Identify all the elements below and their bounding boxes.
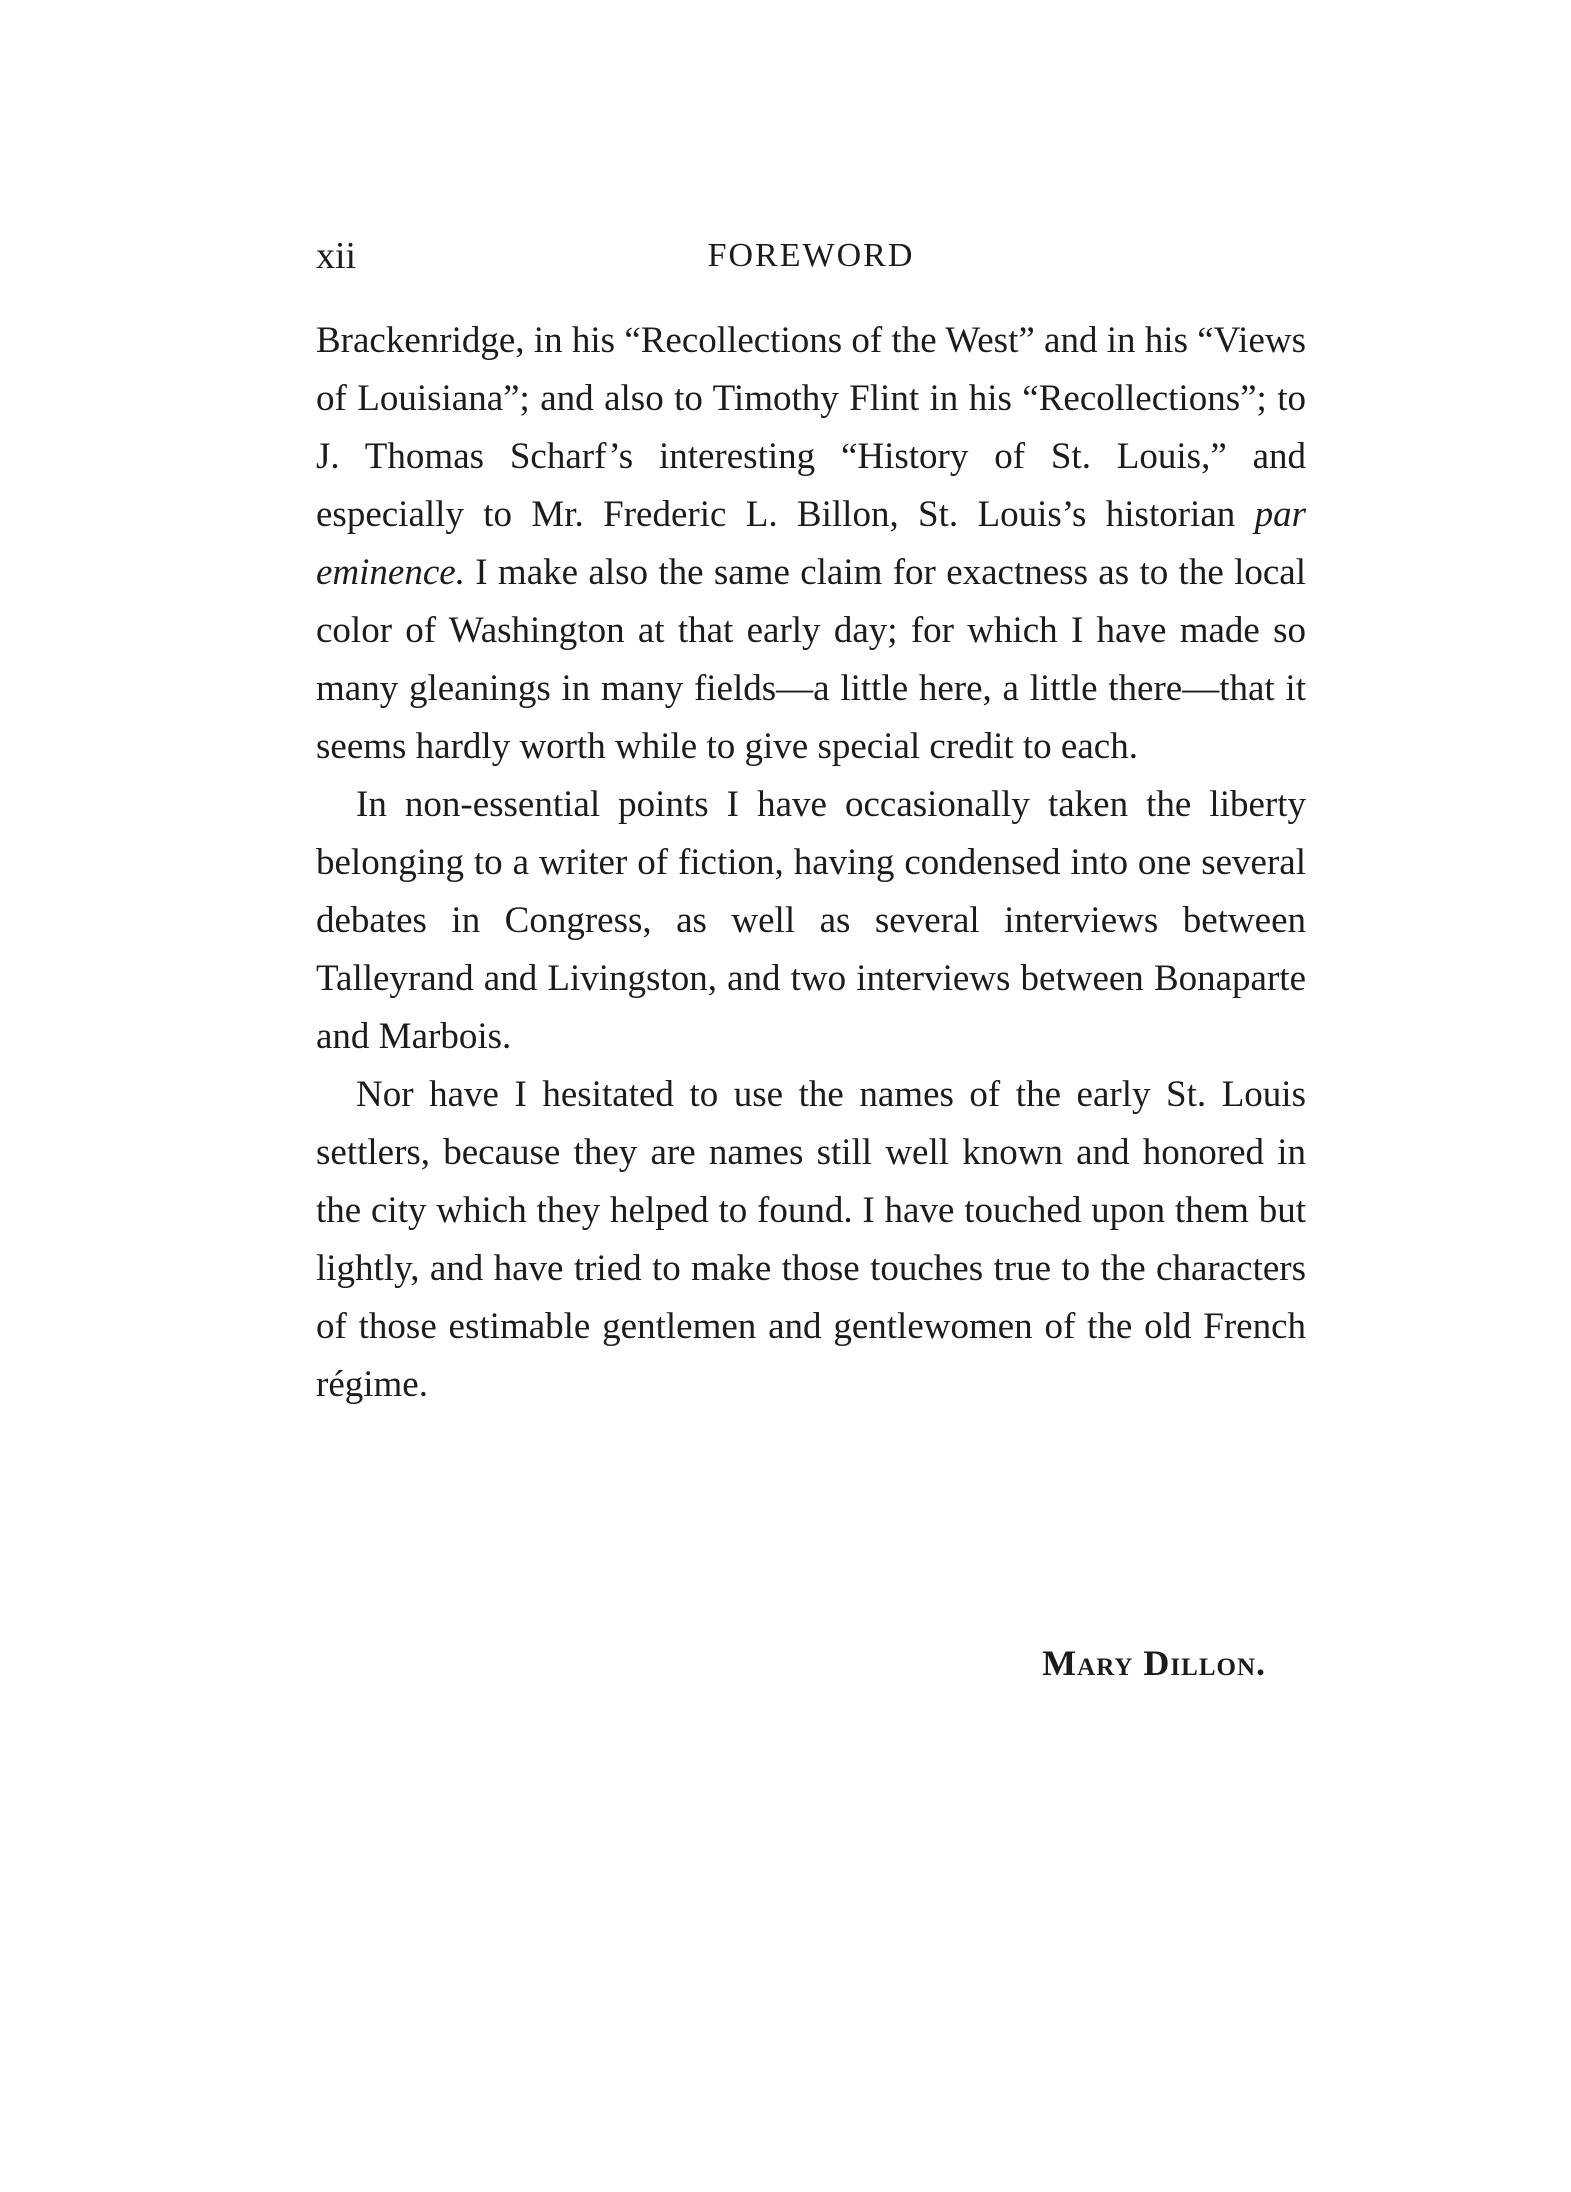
running-title: FOREWORD [707, 237, 915, 274]
paragraph-1-text-start: Brackenridge, in his “Recollections of the West” and in his “Views of Louisiana”; and also to Timothy Flint in his “Recollections”; to J. Thomas Scharf’s interesting “History of St. Louis,” and especially to Mr. Frederic L. Billon, St. Louis’s historian [316, 320, 1306, 535]
paragraph-2: In non-essential points I have occasionally taken the liberty belonging to a writer of fiction, having condensed into one several debates in Congress, as well as several interviews between Talleyrand and Livingston, and two interviews between Bonaparte and Marbois. [316, 784, 1306, 1057]
paragraph-1-text-end: I make also the same claim for exactness as to the local color of Washington at that early day; for which I have made so many gleanings in many fields—a little here, a little there—that it seems hardly worth while to give special credit to each. [316, 552, 1306, 767]
paragraph-1-italic-phrase: par eminence. [316, 494, 1306, 593]
page-header [316, 232, 1306, 280]
page-number: xii [316, 235, 357, 277]
foreword-body [316, 312, 1306, 1414]
signature-name: Mary Dillon. [1042, 1643, 1266, 1683]
paragraph-3: Nor have I hesitated to use the names of the early St. Louis settlers, because they are names still well known and honored in the city which they helped to found. I have touched upon them but lightly, and have tried to make those touches true to the characters of those estimable gentlemen and gentlewomen of the old French régime. [316, 1074, 1306, 1405]
paragraph-1 [316, 312, 1306, 776]
author-signature [316, 1634, 1306, 1692]
